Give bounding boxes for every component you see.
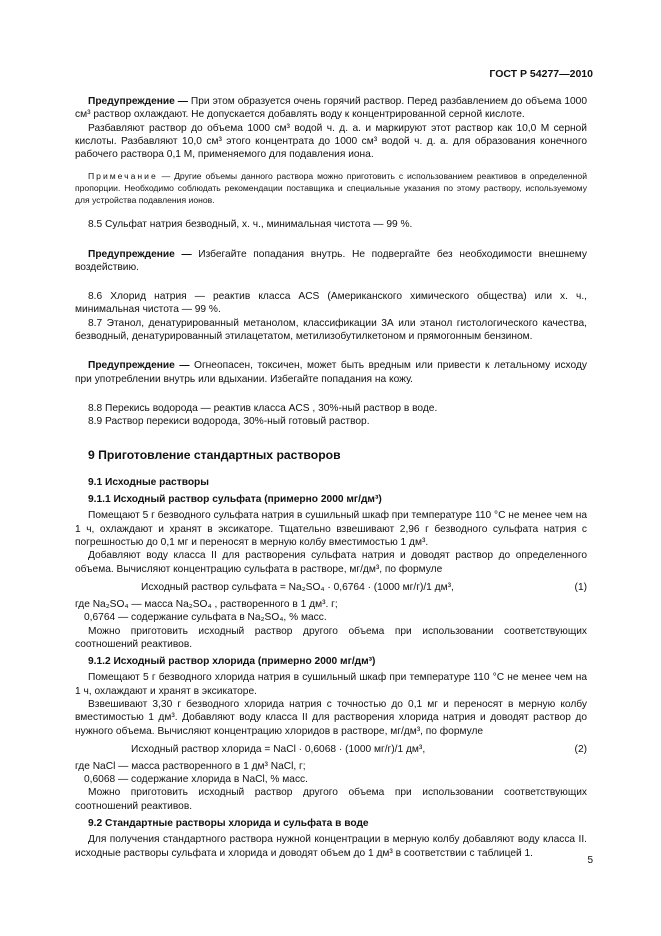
page-number: 5 (587, 855, 593, 866)
warning-text: Избегайте попадания внутрь. Не подвергайте без необходимости внешнему воздействию. (75, 248, 587, 273)
warning-label: Предупреждение — (88, 248, 192, 260)
item-8-8: 8.8 Перекись водорода — реактив класса ACS , 30%-ный раствор в воде. (88, 402, 438, 414)
warning-label: Предупреждение — (88, 96, 188, 107)
where-line-2: 0,6764 — содержание сульфата в Na₂SO₄, % масс. (84, 612, 327, 624)
document-header: ГОСТ Р 54277—2010 (489, 68, 593, 80)
formula-1-number: (1) (574, 581, 587, 593)
formula-2 (75, 741, 587, 758)
warning-hot-solution (75, 95, 587, 122)
warning-text: Огнеопасен, токсичен, может быть вредным или привести к летальному исходу при употреблении внутрь или вдыхании. Избегайте попадания на кожу. (75, 360, 587, 385)
warning-label: Предупреждение — (88, 360, 190, 372)
paragraph-9-1-2-a: Помещают 5 г безводного хлорида натрия в сушильный шкаф при температуре 110 °С не менее чем на 1 ч, охлаждают и хранят в эксикаторе. (75, 672, 587, 697)
item-8-5: 8.5 Сульфат натрия безводный, х. ч., минимальная чистота — 99 %. (88, 219, 413, 231)
formula-1-expression: Исходный раствор сульфата = Na₂SO₄ · 0,6764 · (1000 мг/г)/1 дм³, (141, 581, 454, 593)
item-8-7: 8.7 Этанол, денатурированный метанолом, классификации 3А или этанол гистологического качества, безводный, денатурированный этилацетатом, метилизобутилкетоном и прямогонным бензином. (75, 317, 587, 343)
section-9-1-heading: 9.1 Исходные растворы (88, 476, 209, 488)
section-9-heading: 9 Приготовление стандартных растворов (88, 447, 341, 462)
paragraph-9-1-1-a: Помещают 5 г безводного сульфата натрия в сушильный шкаф при температуре 110 °С не менее чем на 1 ч, охлаждают и хранят в эксикаторе. Тщательно взвешивают 2,96 г безводного сульфата натрия с погрешностью до 0,1 мг и переносят в мерную колбу вместимостью 1 дм³. (75, 510, 587, 549)
item-8-9: 8.9 Раствор перекиси водорода, 30%-ный готовый раствор. (88, 416, 370, 428)
paragraph-dilution: Разбавляют раствор до объема 1000 см³ водой ч. д. а. и маркируют этот раствор как 10,0 М серной кислоты. Разбавляют 10,0 см³ этого концентрата до 1000 см³ водой ч. д. а. для образования конечного рабочего раствора 0,1 М, применяемого для подавления иона. (75, 122, 587, 161)
paragraph-9-1-1-b: Добавляют воду класса II для растворения сульфата натрия и доводят раствор до определенного объема. Вычисляют концентрацию сульфата в растворе, мг/дм³, по формуле (75, 550, 587, 575)
paragraph-9-1-1-c: Можно приготовить исходный раствор другого объема при использовании соответствующих соотношений реактивов. (75, 625, 587, 650)
where-line-4: 0,6068 — содержание хлорида в NaCl, % масс. (84, 774, 308, 786)
formula-1 (75, 579, 587, 596)
section-9-2-heading: 9.2 Стандартные растворы хлорида и сульфата в воде (88, 818, 369, 830)
page-content (75, 95, 587, 860)
where-line-1: где Na₂SO₄ — масса Na₂SO₄ , растворенного в 1 дм³. г; (75, 598, 338, 610)
note-label: Примечание (88, 171, 158, 182)
section-9-1-1-heading: 9.1.1 Исходный раствор сульфата (примерно 2000 мг/дм³) (88, 494, 382, 506)
warning-ingestion (75, 248, 587, 275)
paragraph-9-2: Для получения стандартного раствора нужной концентрации в мерную колбу добавляют воду класса II. исходные растворы сульфата и хлорида и доводят объем до 1 дм³ в соответствии с таблицей 1. (75, 834, 587, 859)
formula-2-number: (2) (574, 743, 587, 755)
warning-text: При этом образуется очень горячий раствор. Перед разбавлением до объема 1000 см³ раствор охлаждают. Не допускается добавлять воду к концентрированной серной кислоте. (75, 96, 587, 121)
item-8-6: 8.6 Хлорид натрия — реактив класса ACS (Американского химического общества) или х. ч., минимальная чистота — 99 %. (75, 291, 587, 316)
section-9-1-2-heading: 9.1.2 Исходный раствор хлорида (примерно 2000 мг/дм³) (88, 656, 376, 668)
paragraph-9-1-2-c: Можно приготовить исходный раствор другого объема при использовании соответствующих соотношений реактивов. (75, 787, 587, 812)
note-block (75, 171, 587, 206)
formula-2-expression: Исходный раствор хлорида = NaCl · 0,6068 · (1000 мг/г)/1 дм³, (131, 743, 426, 755)
paragraph-9-1-2-b: Взвешивают 3,30 г безводного хлорида натрия с точностью до 0,1 мг и переносят в мерную колбу вместимостью 1 дм³. Добавляют воду класса II для растворения хлорида натрия и доводят раствор до нужного объема. Вычисляют концентрацию хлоридов в растворе, мг/дм³, по формуле (75, 698, 587, 737)
warning-flammable (75, 359, 587, 386)
note-text: — Другие объемы данного раствора можно приготовить с использованием реактивов в определенной пропорции. Необходимо соблюдать рекомендации поставщика и специальные указания по этому раствору, используемому для устройства подавления ионов. (75, 171, 587, 205)
where-line-3: где NaCl — масса растворенного в 1 дм³ NaCl, г; (75, 760, 306, 772)
